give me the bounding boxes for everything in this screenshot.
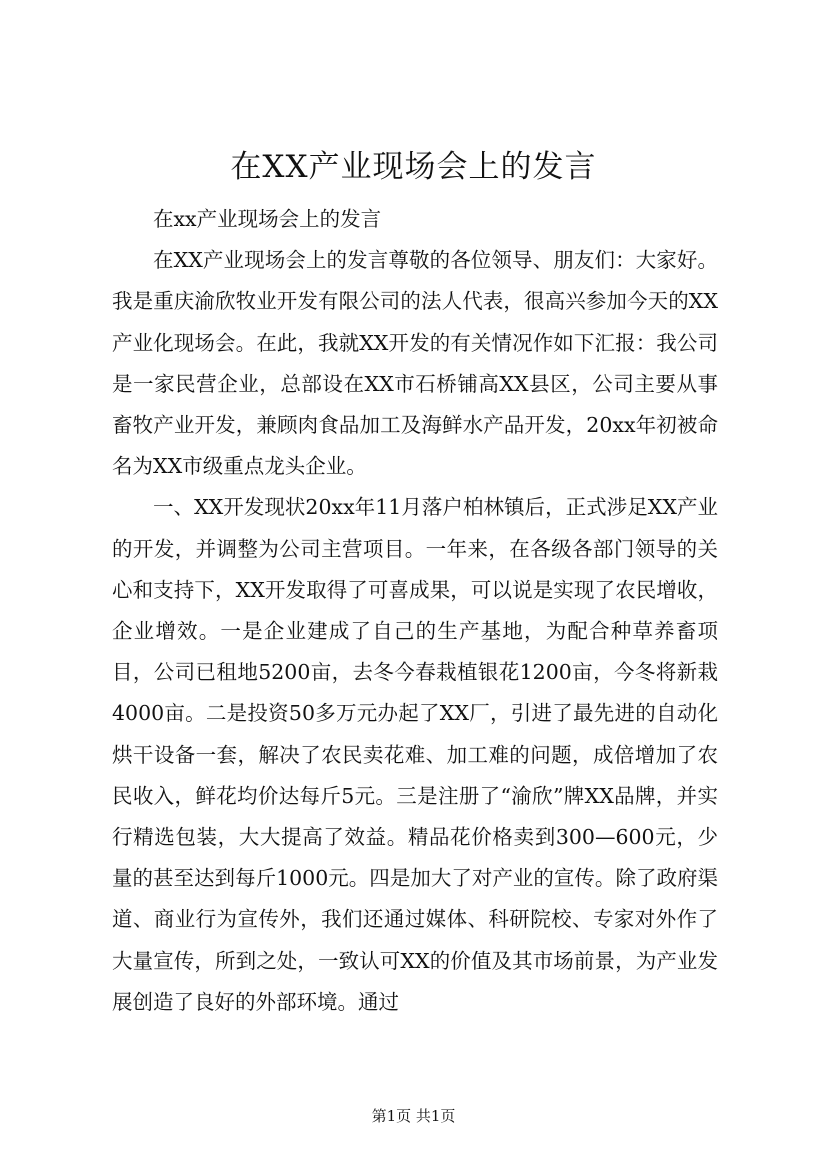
- paragraph-current-status: 一、XX开发现状20xx年11月落户柏林镇后，正式涉足XX产业的开发，并调整为公司主营项目。一年来，在各级各部门领导的关心和支持下，XX开发取得了可喜成果，可以说是实现了农民增收，企业增效。一是企业建成了自己的生产基地，为配合种草养畜项目，公司已租地5200亩，去冬今春栽植银花1200亩，今冬将新栽4000亩。二是投资50多万元办起了XX厂，引进了最先进的自动化烘干设备一套，解决了农民卖花难、加工难的问题，成倍增加了农民收入，鲜花均价达每斤5元。三是注册了“渝欣”牌XX品牌，并实行精选包装，大大提高了效益。精品花价格卖到300—600元，少量的甚至达到每斤1000元。四是加大了对产业的宣传。除了政府渠道、商业行为宣传外，我们还通过媒体、科研院校、专家对外作了大量宣传，所到之处，一致认可XX的价值及其市场前景，为产业发展创造了良好的外部环境。通过: [112, 495, 718, 1014]
- document-body: [112, 199, 718, 1023]
- paragraph-subtitle: 在xx产业现场会上的发言: [153, 207, 382, 231]
- document-title: 在XX产业现场会上的发言: [230, 149, 597, 185]
- page-footer: 第1页 共1页: [371, 1107, 456, 1125]
- paragraph-introduction: 在XX产业现场会上的发言尊敬的各位领导、朋友们：大家好。我是重庆渝欣牧业开发有限公司的法人代表，很高兴参加今天的XX产业化现场会。在此，我就XX开发的有关情况作如下汇报：我公司是一家民营企业，总部设在XX市石桥铺高XX县区，公司主要从事畜牧产业开发，兼顾肉食品加工及海鲜水产品开发，20xx年初被命名为XX市级重点龙头企业。: [112, 248, 718, 479]
